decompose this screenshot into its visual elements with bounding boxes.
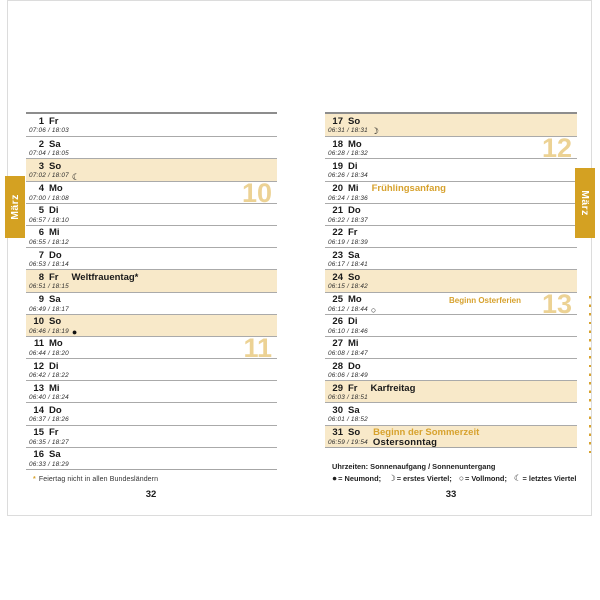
day-number: 14 [33,404,44,416]
day-number: 10 [33,316,44,328]
sun-times: 07:06 / 18:03 [29,127,69,134]
weekday-label: Mo [49,338,63,350]
moon-legend [332,461,576,484]
calendar-day-row [325,225,577,247]
weekday-label: Mi [49,382,60,394]
calendar-day-row [325,314,577,336]
weekday-label: So [49,160,62,172]
day-number: 1 [38,115,44,127]
weekday-label: Di [49,360,59,372]
calendar-day-row [325,203,577,225]
weekday-label: Sa [49,449,61,461]
moon-phase-icon: ○ [458,472,464,483]
weekday-label: Mo [348,294,362,305]
sun-times: 07:02 / 18:07 [29,172,69,180]
day-number: 25 [332,294,343,305]
weekday-label: So [348,115,361,127]
day-number: 13 [33,382,44,394]
legend-item-label: = letztes Viertel [522,473,577,483]
sun-times: 06:33 / 18:29 [29,460,69,468]
day-number: 26 [332,316,343,328]
sun-times: 07:04 / 18:05 [29,150,69,158]
calendar-day-row [325,336,577,358]
sun-times: 06:24 / 18:36 [328,194,368,202]
day-line [26,159,277,172]
calendar-day-row [325,181,577,203]
day-line [325,204,577,217]
day-number: 8 [38,271,44,283]
day-line [325,381,577,394]
sun-times: 06:28 / 18:32 [328,150,368,158]
calendar-day-row [26,314,277,336]
sun-times: 06:22 / 18:37 [328,216,368,224]
calendar-day-row [325,402,577,424]
sun-times-line [26,461,277,470]
day-number: 29 [332,382,343,394]
weekday-label: So [49,316,62,328]
day-line [325,182,577,195]
holiday-label: Ostersonntag [372,436,438,448]
weekday-label: Fr [49,427,59,439]
day-number: 11 [33,338,44,350]
day-line [26,137,277,150]
sun-times: 06:10 / 18:46 [328,327,368,335]
day-number: 16 [33,449,44,461]
day-number: 19 [332,160,343,172]
day-line [26,226,277,239]
day-number: 2 [38,138,44,150]
moon-phase-icon: ● [332,472,338,483]
sun-times: 06:19 / 18:39 [328,238,368,246]
weekday-label: Fr [348,382,358,394]
weekday-label: Di [49,205,59,217]
holiday-label: Frühlingsanfang [371,183,446,195]
day-number: 5 [38,205,44,217]
day-number: 7 [38,249,44,261]
weekday-label: Di [348,160,358,172]
sun-times-line [325,436,577,448]
weekday-label: Mi [49,227,60,239]
sun-times: 06:40 / 18:24 [29,394,69,402]
day-line [325,337,577,350]
calendar-day-row [26,203,277,225]
day-number: 31 [332,427,343,439]
weekday-label: Mo [348,138,362,150]
calendar-day-row [26,332,277,363]
weekday-label: Fr [49,115,59,127]
calendar-day-row [26,225,277,247]
legend-title: Uhrzeiten: Sonnenaufgang / Sonnenuntergang [332,462,496,471]
weekday-label: Do [348,205,361,217]
sun-times: 06:42 / 18:22 [29,372,69,380]
weekday-label: Mi [348,183,359,195]
moon-phase-icon: ☽ [370,126,380,137]
legend-items [332,472,576,484]
legend-item-label: = erstes Viertel; [396,473,452,483]
day-line [325,137,577,150]
day-number: 9 [38,294,44,305]
day-number: 3 [38,160,44,172]
sun-times: 06:15 / 18:42 [328,283,368,291]
calendar-day-row [325,247,577,269]
legend-item [514,472,577,485]
calendar-day-row [26,292,277,314]
weekday-label: Mo [49,183,63,195]
footnote-text: Feiertag nicht in allen Bundesländern [38,476,159,483]
easter-holidays-dotted-marker [589,296,591,454]
calendar-day-row [26,269,277,291]
sun-times: 06:08 / 18:47 [328,349,368,357]
calendar-day-row [325,425,577,447]
legend-item-label: = Vollmond; [464,473,507,483]
month-tab-label: März [579,190,591,216]
month-tab-right [575,168,595,238]
week-number: 11 [243,332,272,363]
day-line [325,159,577,172]
holiday-label: Weltfrauentag* [71,271,139,283]
weekday-label: Sa [49,138,61,150]
sun-times: 06:31 / 18:31 [328,127,368,134]
sun-times: 06:12 / 18:44 [328,305,368,313]
vacation-note: Beginn Osterferien [448,296,521,305]
weekday-label: Do [49,404,62,416]
weekday-label: Do [49,249,62,261]
day-line [325,315,577,328]
day-number: 15 [33,427,44,439]
weekday-label: So [348,271,361,283]
weekday-label: So [348,427,361,439]
weekday-label: Sa [49,294,61,305]
day-line [26,182,277,195]
day-number: 12 [33,360,44,372]
sun-times: 06:53 / 18:14 [29,261,69,269]
sun-times: 06:51 / 18:15 [29,283,69,291]
legend-item-label: = Neumond; [338,473,382,483]
day-line [26,248,277,261]
day-line [26,270,277,283]
day-line [325,248,577,261]
calendar-day-row [26,425,277,447]
week-number: 12 [541,133,572,164]
weekday-label: Do [348,360,361,372]
day-line [26,204,277,217]
calendar-day-row [26,402,277,424]
weekday-label: Mi [348,338,359,350]
calendar-day-row [26,136,277,158]
calendar-day-row [325,288,577,319]
day-number: 17 [332,115,343,127]
page-number-right: 33 [445,489,457,500]
day-number: 22 [332,227,343,239]
sun-times: 06:06 / 18:49 [328,372,368,380]
day-line [26,381,277,394]
calendar-day-row [325,358,577,380]
legend-item [459,472,507,485]
day-line [26,293,277,306]
sun-times: 06:17 / 18:41 [328,261,368,269]
weekday-label: Sa [348,249,360,261]
calendar-day-row [26,380,277,402]
holiday-label: Beginn der Sommerzeit [373,427,480,439]
day-line [325,359,577,372]
calendar-day-row [26,447,277,469]
sun-times: 06:49 / 18:17 [29,305,69,313]
calendar-table-right [325,112,577,448]
calendar-day-row [325,269,577,291]
day-line [325,114,577,127]
day-line [325,426,577,439]
day-line [26,114,277,127]
calendar-day-row [26,114,277,136]
holiday-label: Karfreitag [370,382,416,394]
moon-phase-icon: ☾ [71,171,81,182]
sun-times: 07:00 / 18:08 [29,194,69,202]
calendar-day-row [26,358,277,380]
weekday-label: Sa [348,404,360,416]
day-number: 4 [38,183,44,195]
calendar-day-row [325,380,577,402]
day-line [26,448,277,461]
day-number: 18 [332,138,343,150]
sun-times: 06:59 / 19:54 [328,438,368,446]
weekday-label: Fr [348,227,358,239]
calendar-day-row [325,114,577,136]
legend-item [332,472,381,485]
week-number: 13 [541,288,572,319]
sun-times: 06:35 / 18:27 [29,438,69,446]
day-number: 21 [332,205,343,217]
moon-phase-icon: ☾ [513,472,522,483]
sun-times: 06:01 / 18:52 [328,416,368,424]
sun-times: 06:57 / 18:10 [29,216,69,224]
calendar-day-row [26,158,277,180]
moon-phase-icon: ☽ [388,472,396,483]
month-tab-label: März [9,194,21,220]
day-number: 24 [332,271,343,283]
day-line [26,359,277,372]
day-line [325,403,577,416]
day-line [325,226,577,239]
calendar-day-row [26,177,277,208]
day-line [26,403,277,416]
calendar-table-left [26,112,277,470]
month-tab-left [5,176,25,238]
day-line [26,337,277,350]
weekday-label: Fr [49,271,59,283]
legend-item [388,472,452,485]
calendar-day-row [26,247,277,269]
day-number: 27 [332,338,343,350]
sun-times-line [26,127,277,136]
day-number: 28 [332,360,343,372]
day-line [26,426,277,439]
footnote [33,476,158,483]
day-number: 6 [38,227,44,239]
calendar-day-row [325,158,577,180]
day-line [26,315,277,328]
sun-times: 06:03 / 18:51 [328,394,368,402]
weekday-label: Di [348,316,358,328]
page-number-left: 32 [145,489,157,500]
sun-times: 06:46 / 18:19 [29,327,69,335]
calendar-day-row [325,133,577,164]
week-number: 10 [241,177,272,208]
sun-times: 06:26 / 18:34 [328,172,368,180]
sun-times: 06:44 / 18:20 [29,349,69,357]
day-number: 30 [332,404,343,416]
day-line [325,270,577,283]
moon-phase-icon: ○ [370,304,377,315]
sun-times-line [325,127,577,136]
sun-times: 06:37 / 18:26 [29,416,69,424]
sun-times: 06:55 / 18:12 [29,238,69,246]
moon-phase-icon: ● [71,326,78,337]
day-number: 23 [332,249,343,261]
day-number: 20 [332,183,343,195]
footnote-asterisk: * [33,476,36,483]
